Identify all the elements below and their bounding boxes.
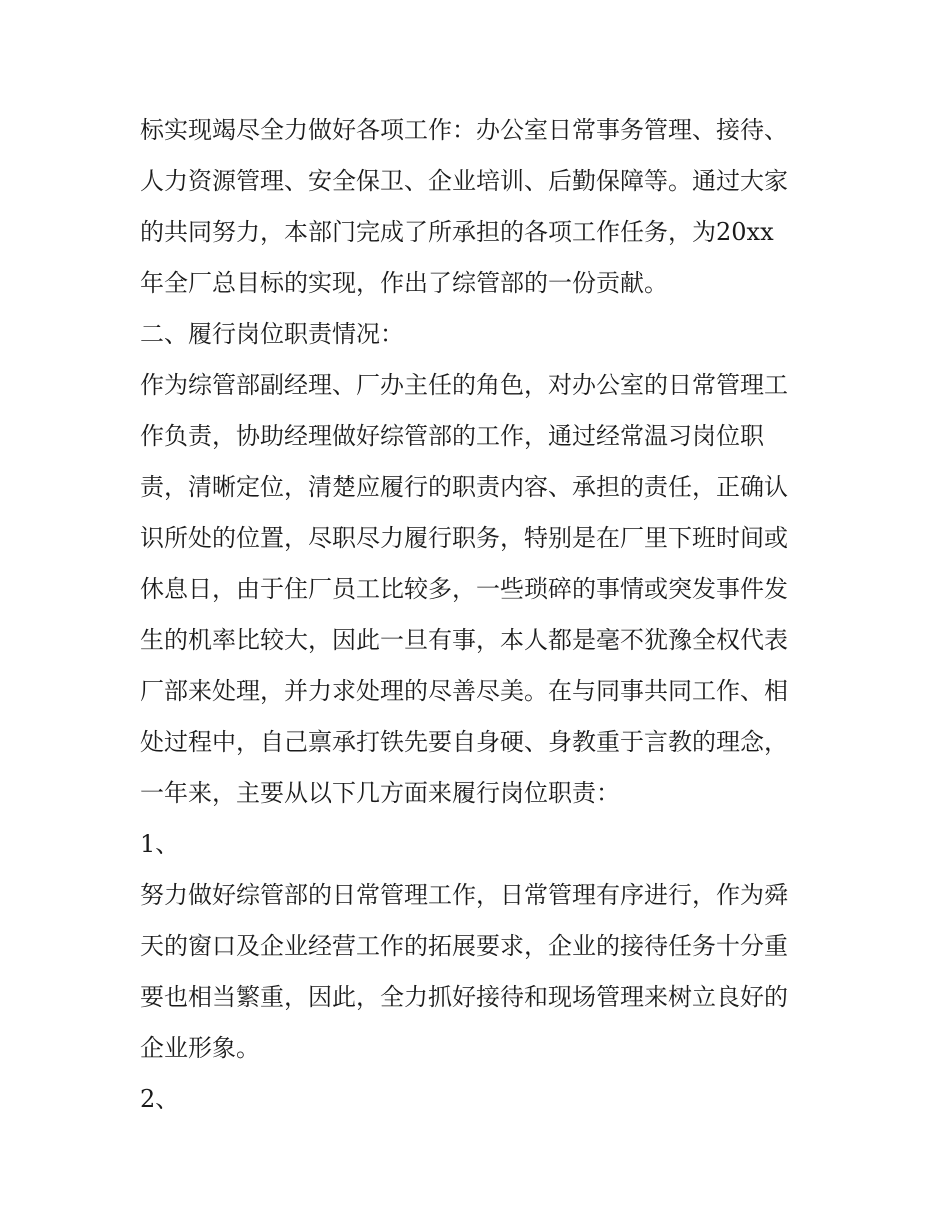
text-line: 责，清晰定位，清楚应履行的职责内容、承担的责任，正确认 — [140, 473, 788, 501]
text-line: 年全厂总目标的实现，作出了综管部的一份贡献。 — [140, 269, 668, 297]
text-line: 厂部来处理，并力求处理的尽善尽美。在与同事共同工作、相 — [140, 677, 788, 705]
text-line: 作负责，协助经理做好综管部的工作，通过经常温习岗位职 — [140, 422, 764, 450]
text-line: 标实现竭尽全力做好各项工作：办公室日常事务管理、接待、 — [140, 116, 788, 144]
text-line: 处过程中，自己禀承打铁先要自身硬、身教重于言教的理念， — [140, 728, 788, 756]
text-line: 企业形象。 — [140, 1034, 260, 1062]
section-heading: 二、履行岗位职责情况： — [140, 320, 404, 348]
text-line: 要也相当繁重，因此，全力抓好接待和现场管理来树立良好的 — [140, 983, 788, 1011]
text-line: 天的窗口及企业经营工作的拓展要求，企业的接待任务十分重 — [140, 932, 788, 960]
list-number: 2、 — [140, 1085, 180, 1113]
text-line: 生的机率比较大，因此一旦有事，本人都是毫不犹豫全权代表 — [140, 626, 788, 654]
list-number: 1、 — [140, 830, 180, 858]
text-line: 识所处的位置，尽职尽力履行职务，特别是在厂里下班时间或 — [140, 524, 788, 552]
text-line: 一年来，主要从以下几方面来履行岗位职责： — [140, 779, 620, 807]
text-line: 作为综管部副经理、厂办主任的角色，对办公室的日常管理工 — [140, 371, 788, 399]
text-line: 休息日，由于住厂员工比较多，一些琐碎的事情或突发事件发 — [140, 575, 788, 603]
text-line: 的共同努力，本部门完成了所承担的各项工作任务，为20xx — [140, 218, 774, 246]
text-line: 努力做好综管部的日常管理工作，日常管理有序进行，作为舜 — [140, 881, 788, 909]
text-line: 人力资源管理、安全保卫、企业培训、后勤保障等。通过大家 — [140, 167, 788, 195]
